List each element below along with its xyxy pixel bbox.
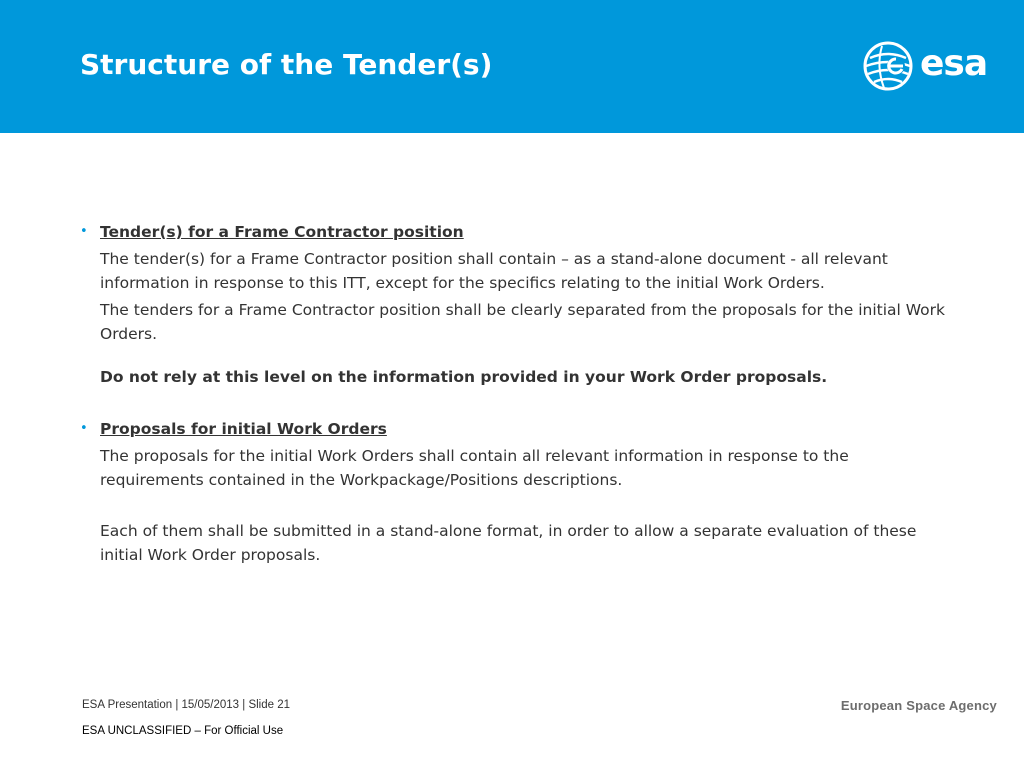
esa-globe-icon — [862, 40, 918, 94]
footer-classification: ESA UNCLASSIFIED – For Official Use — [82, 725, 284, 737]
slide-title: Structure of the Tender(s) — [80, 48, 493, 81]
bullet-dot-icon: • — [80, 421, 88, 436]
section-paragraph: Each of them shall be submitted in a stand-alone format, in order to allow a separate evaluation of these initial Work Order proposals. — [100, 521, 917, 564]
section-heading: Tender(s) for a Frame Contractor position — [100, 223, 464, 241]
footer-presentation-info — [82, 699, 290, 711]
bullet-section-frame-contractor — [80, 220, 950, 245]
esa-logo-text: esa — [920, 43, 988, 84]
esa-logo — [862, 40, 1002, 94]
bullet-section-work-orders — [80, 417, 950, 442]
footer-presentation-label: ESA Presentation | 15/05/2013 | Slide — [82, 699, 275, 711]
section-paragraph: The tenders for a Frame Contractor position shall be clearly separated from the proposals for the initial Work Orders. — [100, 300, 946, 343]
emphasis-note: Do not rely at this level on the information provided in your Work Order proposals. — [100, 367, 828, 386]
slide-number: 21 — [277, 699, 291, 711]
agency-wordmark: European Space Agency — [840, 698, 997, 713]
bullet-dot-icon: • — [80, 224, 88, 239]
section-paragraph: The tender(s) for a Frame Contractor position shall contain – as a stand-alone document - all relevant information in response to this ITT, except for the specifics relating to the initial Work Orders. — [100, 249, 888, 292]
slide-body — [80, 220, 950, 568]
section-paragraph: The proposals for the initial Work Orders shall contain all relevant information in response to the requirements contained in the Workpackage/Positions descriptions. — [100, 446, 849, 489]
section-heading: Proposals for initial Work Orders — [100, 420, 387, 438]
slide-header — [0, 0, 1024, 133]
